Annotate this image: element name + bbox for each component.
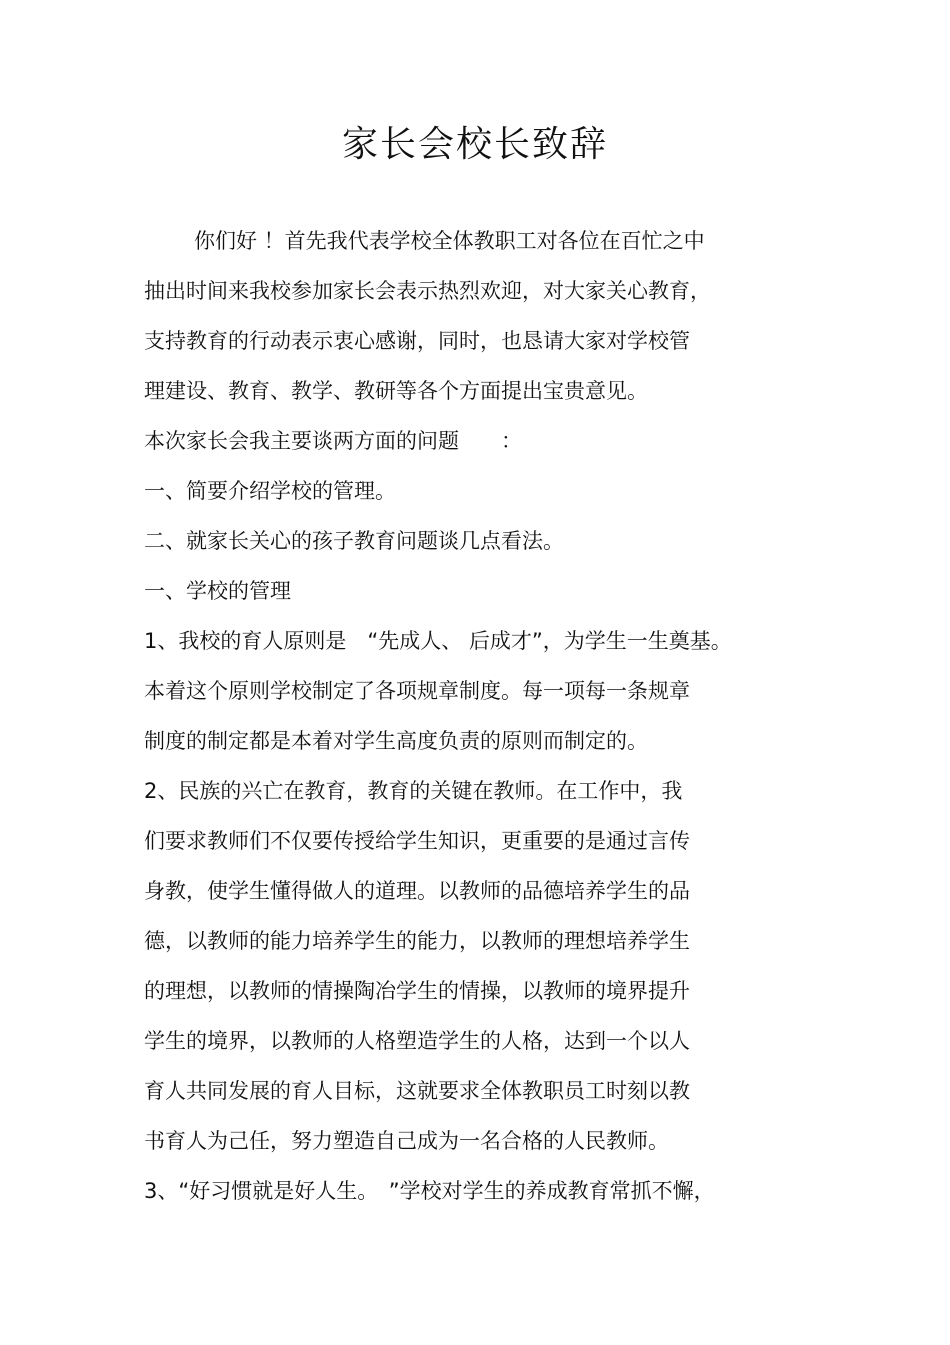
text-line: 你们好 ！首先我代表学校全体教职工对各位在百忙之中 <box>194 229 705 253</box>
text-line: 的理想，以教师的情操陶冶学生的情操，以教师的境界提升 <box>144 979 690 1003</box>
text-line: 一、简要介绍学校的管理。 <box>144 479 396 503</box>
page-title: 家长会校长致辞 <box>341 124 608 165</box>
text-line: 3、“好习惯就是好人生。 ”学校对学生的养成教育常抓不懈， <box>144 1179 715 1203</box>
text-line: 本次家长会我主要谈两方面的问题 ： <box>144 429 522 453</box>
text-line: 德，以教师的能力培养学生的能力，以教师的理想培养学生 <box>144 929 690 953</box>
text-line: 书育人为己任，努力塑造自己成为一名合格的人民教师。 <box>144 1129 669 1153</box>
text-line: 二、就家长关心的孩子教育问题谈几点看法。 <box>144 529 564 553</box>
text-line: 身教，使学生懂得做人的道理。以教师的品德培养学生的品 <box>144 879 690 903</box>
text-line: 支持教育的行动表示衷心感谢，同时，也恳请大家对学校管 <box>144 329 690 353</box>
section-heading: 一、学校的管理 <box>144 579 291 603</box>
text-line: 学生的境界，以教师的人格塑造学生的人格，达到一个以人 <box>144 1029 690 1053</box>
text-line: 抽出时间来我校参加家长会表示热烈欢迎，对大家关心教育， <box>144 279 711 303</box>
text-line: 2、民族的兴亡在教育，教育的关键在教师。在工作中，我 <box>144 779 683 803</box>
text-line: 理建设、教育、教学、教研等各个方面提出宝贵意见。 <box>144 379 648 403</box>
text-line: 育人共同发展的育人目标，这就要求全体教职员工时刻以教 <box>144 1079 690 1103</box>
text-line: 们要求教师们不仅要传授给学生知识，更重要的是通过言传 <box>144 829 690 853</box>
text-line: 1、我校的育人原则是 “先成人、 后成才”，为学生一生奠基。 <box>144 629 732 653</box>
text-line: 制度的制定都是本着对学生高度负责的原则而制定的。 <box>144 729 648 753</box>
text-line: 本着这个原则学校制定了各项规章制度。每一项每一条规章 <box>144 679 690 703</box>
